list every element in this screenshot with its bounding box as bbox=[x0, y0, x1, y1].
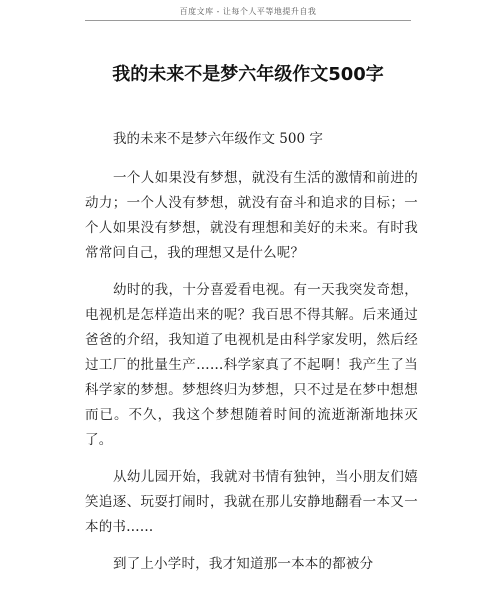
document-title: 我的未来不是梦六年级作文500字 bbox=[112, 64, 384, 85]
header-text: 百度文库 - 让每个人平等地提升自我 bbox=[179, 7, 317, 16]
document-subtitle: 我的未来不是梦六年级作文 500 字 bbox=[113, 131, 323, 147]
paragraph-1: 一个人如果没有梦想，就没有生活的激情和前进的动力；一个人没有梦想，就没有奋斗和追求的目标；一个人如果没有梦想，就没有理想和美好的未来。有时我常常问自己，我的理想又是什么呢？ bbox=[85, 170, 418, 261]
paragraph-2: 幼时的我，十分喜爱看电视。有一天我突发奇想，电视机是怎样造出来的呢？我百思不得其解。后来通过爸爸的介绍，我知道了电视机是由科学家发明，然后经过工厂的批量生产……科学家真了不起啊！我产生了当科学家的梦想。梦想终归为梦想，只不过是在梦中想想而已。不久，我这个梦想随着时间的流逝渐渐地抹灭了。 bbox=[85, 282, 418, 448]
page-header bbox=[0, 0, 496, 42]
paragraph-4: 到了上小学时，我才知道那一本本的都被分 bbox=[113, 556, 374, 572]
paragraph-3: 从幼儿园开始，我就对书情有独钟，当小朋友们嬉笑追逐、玩耍打闹时，我就在那儿安静地翻看一本又一本的书…… bbox=[85, 469, 418, 535]
header-divider bbox=[85, 20, 411, 21]
document-body bbox=[85, 124, 418, 589]
